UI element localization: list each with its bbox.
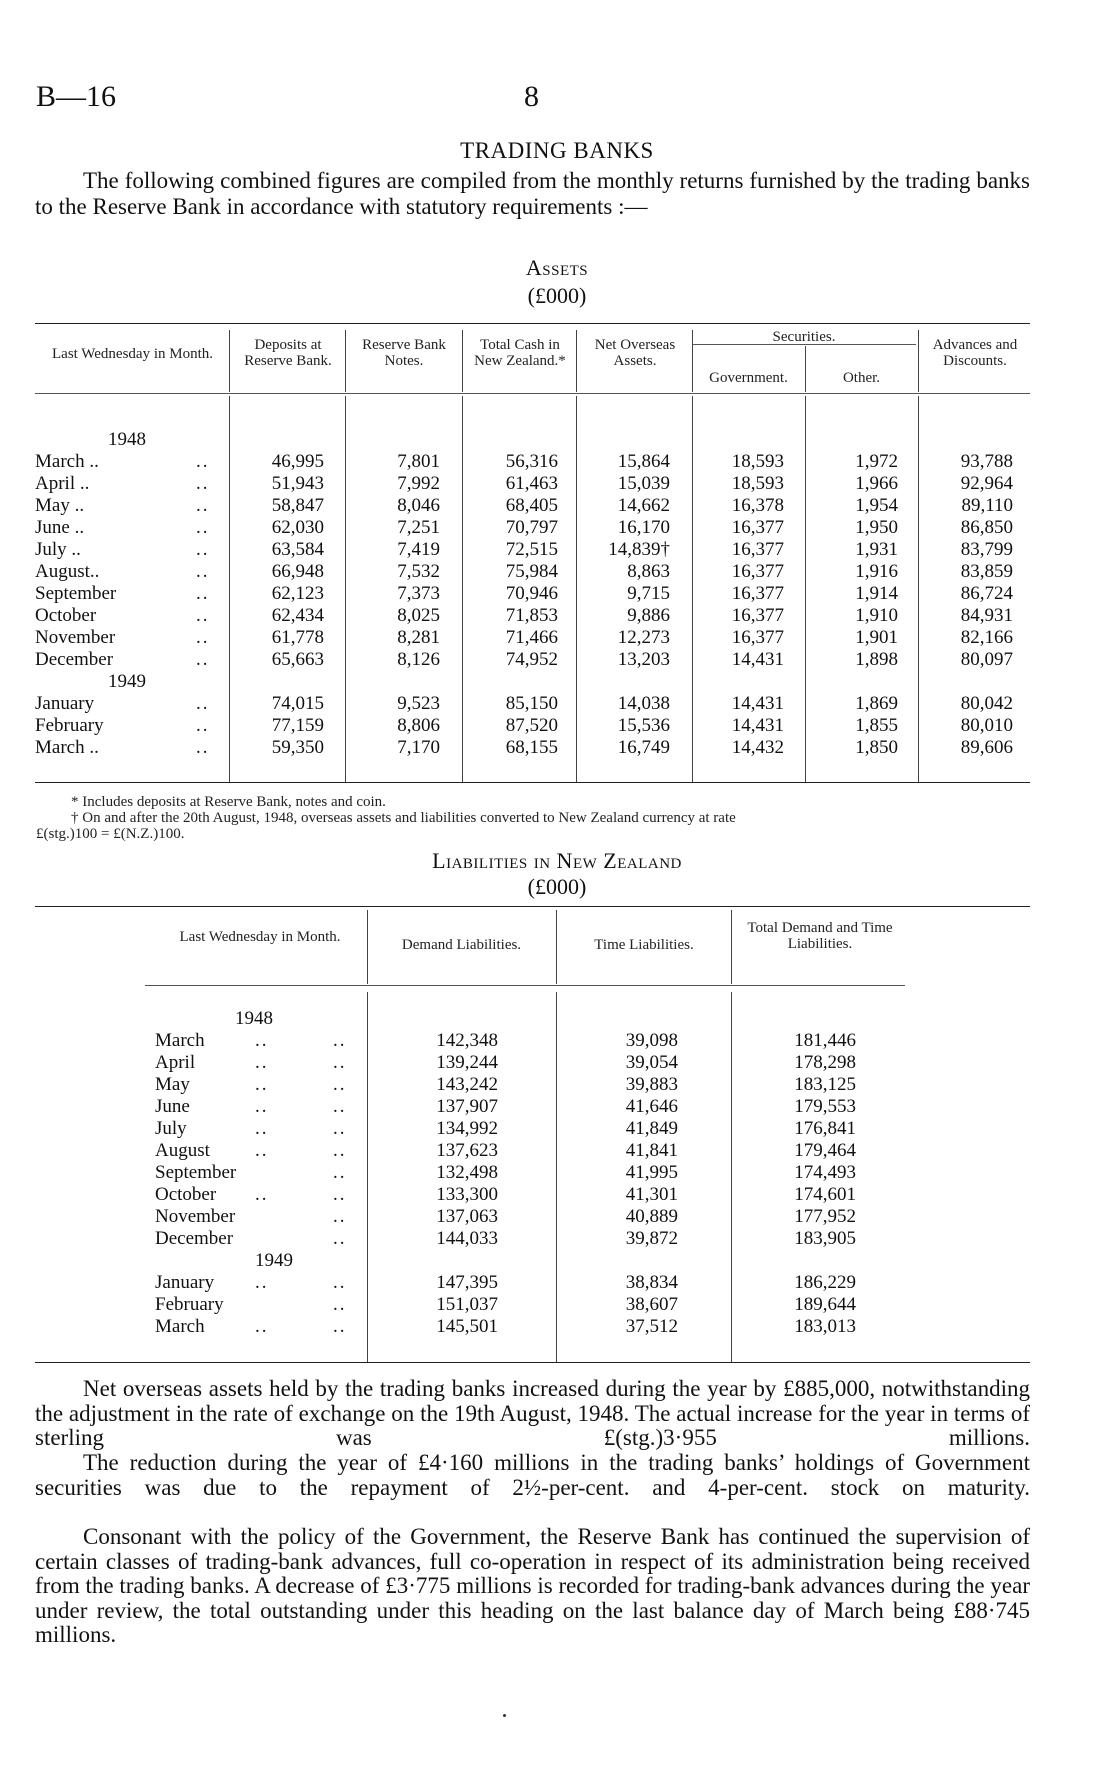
liabilities-unit: (£000): [527, 874, 587, 899]
leader-dots: ..: [333, 1272, 347, 1293]
cell-demand: 151,037: [436, 1294, 498, 1315]
cell-net-overseas: 16,749: [617, 737, 670, 758]
month-label: December: [35, 649, 114, 670]
header-month: Last Wednesday in Month.: [179, 929, 341, 945]
cell-total-cash: 72,515: [505, 539, 558, 560]
cell-time: 41,841: [625, 1140, 678, 1161]
cell-demand: 132,498: [436, 1162, 498, 1183]
cell-notes: 8,046: [397, 495, 440, 516]
cell-government: 18,593: [731, 451, 784, 472]
cell-notes: 7,170: [397, 737, 440, 758]
cell-total-cash: 61,463: [505, 473, 558, 494]
leader-dots: ..: [196, 715, 210, 736]
cell-deposits: 62,030: [271, 517, 324, 538]
cell-deposits: 66,948: [271, 561, 324, 582]
cell-advances: 89,606: [960, 737, 1013, 758]
cell-total-cash: 75,984: [505, 561, 558, 582]
cell-advances: 83,859: [960, 561, 1013, 582]
cell-demand: 137,623: [436, 1140, 498, 1161]
paragraph-text: The reduction during the year of £4·160 millions in the trading banks’ holdings of Government securities was due to the repayment of 2½-per-cent. and 4-per-cent. stock on maturity.: [35, 1450, 1030, 1500]
month-label: December: [155, 1228, 234, 1249]
cell-total-cash: 85,150: [505, 693, 558, 714]
leader-dots: ..: [333, 1074, 347, 1095]
document-title: TRADING BANKS: [460, 138, 654, 163]
cell-net-overseas: 14,839†: [608, 539, 670, 560]
cell-deposits: 59,350: [271, 737, 324, 758]
cell-advances: 86,724: [960, 583, 1013, 604]
month-label: March: [155, 1316, 205, 1337]
header-deposits: Deposits at Reserve Bank.: [244, 337, 332, 369]
table-row: [0, 451, 1114, 473]
cell-net-overseas: 15,536: [617, 715, 670, 736]
cell-advances: 82,166: [960, 627, 1013, 648]
cell-time: 40,889: [625, 1206, 678, 1227]
leader-dots: ..: [333, 1316, 347, 1337]
month-label: June ..: [35, 517, 85, 538]
table-row: [0, 1206, 1114, 1228]
month-label: June: [155, 1096, 190, 1117]
cell-other: 1,855: [855, 715, 898, 736]
cell-deposits: 77,159: [271, 715, 324, 736]
leader-dots: ..: [255, 1118, 269, 1139]
cell-total-cash: 70,946: [505, 583, 558, 604]
leader-dots: ..: [333, 1206, 347, 1227]
cell-deposits: 62,123: [271, 583, 324, 604]
leader-dots: ..: [333, 1228, 347, 1249]
intro-paragraph: [35, 168, 1030, 220]
cell-total-cash: 68,155: [505, 737, 558, 758]
month-label: August..: [35, 561, 100, 582]
leader-dots: ..: [255, 1052, 269, 1073]
cell-total-cash: 56,316: [505, 451, 558, 472]
cell-government: 14,432: [731, 737, 784, 758]
header-total-cash: Total Cash in New Zealand.*: [474, 337, 566, 369]
cell-notes: 8,806: [397, 715, 440, 736]
table-row: [0, 1052, 1114, 1074]
leader-dots: ..: [255, 1272, 269, 1293]
leader-dots: ..: [255, 1074, 269, 1095]
liabilities-top-rule: [35, 906, 1030, 907]
cell-demand: 145,501: [436, 1316, 498, 1337]
cell-demand: 133,300: [436, 1184, 498, 1205]
cell-net-overseas: 14,662: [617, 495, 670, 516]
cell-demand: 137,907: [436, 1096, 498, 1117]
table-row: [0, 627, 1114, 649]
cell-total: 178,298: [794, 1052, 856, 1073]
leader-dots: ..: [196, 517, 210, 538]
cell-deposits: 63,584: [271, 539, 324, 560]
assets-header-rule: [35, 393, 1030, 394]
year-label: 1949: [108, 671, 146, 692]
cell-advances: 80,097: [960, 649, 1013, 670]
cell-net-overseas: 13,203: [617, 649, 670, 670]
header-other: Other.: [842, 370, 881, 386]
cell-demand: 143,242: [436, 1074, 498, 1095]
header-month: Last Wednesday in Month.: [52, 346, 213, 362]
table-row: [0, 1272, 1114, 1294]
leader-dots: ..: [196, 649, 210, 670]
cell-demand: 144,033: [436, 1228, 498, 1249]
cell-other: 1,966: [855, 473, 898, 494]
cell-time: 39,872: [625, 1228, 678, 1249]
cell-advances: 80,010: [960, 715, 1013, 736]
cell-notes: 8,281: [397, 627, 440, 648]
footnote-dagger: † On and after the 20th August, 1948, overseas assets and liabilities converted to New Zealand currency at rate: [71, 810, 736, 826]
cell-deposits: 58,847: [271, 495, 324, 516]
month-label: September: [155, 1162, 237, 1183]
cell-total: 181,446: [794, 1030, 856, 1051]
table-row: [0, 1118, 1114, 1140]
col-divider: [229, 330, 230, 392]
cell-notes: 7,251: [397, 517, 440, 538]
cell-time: 41,849: [625, 1118, 678, 1139]
paragraph-advances: [35, 1525, 1030, 1648]
table-row: [0, 495, 1114, 517]
cell-total-cash: 68,405: [505, 495, 558, 516]
cell-other: 1,972: [855, 451, 898, 472]
leader-dots: ..: [333, 1294, 347, 1315]
cell-notes: 9,523: [397, 693, 440, 714]
cell-notes: 8,126: [397, 649, 440, 670]
col-divider: [556, 910, 557, 984]
cell-other: 1,898: [855, 649, 898, 670]
header-advances: Advances and Discounts.: [932, 337, 1018, 369]
month-label: February: [155, 1294, 224, 1315]
cell-total: 186,229: [794, 1272, 856, 1293]
cell-government: 16,377: [731, 583, 784, 604]
cell-other: 1,914: [855, 583, 898, 604]
table-row: [0, 1030, 1114, 1052]
month-label: July: [155, 1118, 187, 1139]
leader-dots: ..: [196, 473, 210, 494]
header-net-overseas: Net Overseas Assets.: [594, 337, 676, 369]
month-label: April ..: [35, 473, 90, 494]
header-notes: Reserve Bank Notes.: [362, 337, 446, 369]
leader-dots: ..: [196, 539, 210, 560]
month-label: May ..: [35, 495, 85, 516]
year-label: 1948: [235, 1008, 273, 1029]
header-time: Time Liabilities.: [594, 937, 694, 953]
cell-demand: 134,992: [436, 1118, 498, 1139]
cell-advances: 83,799: [960, 539, 1013, 560]
year-label: 1949: [255, 1250, 293, 1271]
cell-advances: 84,931: [960, 605, 1013, 626]
month-label: March: [155, 1030, 205, 1051]
cell-notes: 7,992: [397, 473, 440, 494]
table-row: [0, 583, 1114, 605]
cell-deposits: 51,943: [271, 473, 324, 494]
cell-government: 16,377: [731, 539, 784, 560]
assets-title: Assets: [525, 255, 589, 280]
cell-other: 1,931: [855, 539, 898, 560]
cell-government: 16,377: [731, 605, 784, 626]
cell-other: 1,916: [855, 561, 898, 582]
table-row: [0, 1074, 1114, 1096]
month-label: August: [155, 1140, 210, 1161]
cell-other: 1,850: [855, 737, 898, 758]
leader-dots: ..: [196, 495, 210, 516]
leader-dots: ..: [196, 451, 210, 472]
table-row: [0, 1316, 1114, 1338]
table-row: [0, 737, 1114, 759]
intro-text: The following combined figures are compiled from the monthly returns furnished by the trading banks to the Reserve Bank in accordance with statutory requirements :—: [35, 168, 1030, 219]
cell-government: 14,431: [731, 715, 784, 736]
cell-net-overseas: 9,886: [627, 605, 670, 626]
cell-government: 14,431: [731, 693, 784, 714]
cell-notes: 7,373: [397, 583, 440, 604]
cell-total: 183,125: [794, 1074, 856, 1095]
assets-top-rule: [35, 323, 1030, 324]
table-row: [0, 693, 1114, 715]
cell-other: 1,910: [855, 605, 898, 626]
month-label: October: [155, 1184, 217, 1205]
cell-other: 1,901: [855, 627, 898, 648]
leader-dots: ..: [333, 1052, 347, 1073]
year-label: 1948: [108, 429, 146, 450]
cell-time: 39,054: [625, 1052, 678, 1073]
month-label: April: [155, 1052, 196, 1073]
leader-dots: ..: [333, 1162, 347, 1183]
table-row: [0, 605, 1114, 627]
leader-dots: ..: [333, 1184, 347, 1205]
cell-deposits: 62,434: [271, 605, 324, 626]
cell-time: 41,301: [625, 1184, 678, 1205]
cell-government: 16,377: [731, 517, 784, 538]
header-securities: Securities.: [772, 329, 836, 345]
leader-dots: ..: [255, 1316, 269, 1337]
cell-government: 14,431: [731, 649, 784, 670]
page-number: 8: [524, 80, 539, 113]
cell-deposits: 74,015: [271, 693, 324, 714]
cell-other: 1,869: [855, 693, 898, 714]
month-label: January: [35, 693, 95, 714]
col-divider: [918, 330, 919, 392]
header-demand: Demand Liabilities.: [401, 937, 522, 953]
paragraph-securities: [35, 1451, 1030, 1500]
paragraph-text: Net overseas assets held by the trading banks increased during the year by £885,000, notwithstanding the adjustment in the rate of exchange on the 19th August, 1948. The actual increase for the year in terms of sterling was £(stg.)3·955 millions.: [35, 1376, 1030, 1451]
liabilities-header-rule: [145, 985, 905, 986]
table-row: [0, 561, 1114, 583]
cell-total: 176,841: [794, 1118, 856, 1139]
cell-notes: 7,532: [397, 561, 440, 582]
leader-dots: ..: [196, 737, 210, 758]
cell-total: 174,493: [794, 1162, 856, 1183]
cell-demand: 137,063: [436, 1206, 498, 1227]
cell-advances: 86,850: [960, 517, 1013, 538]
liabilities-bottom-rule: [35, 1362, 1030, 1363]
leader-dots: ..: [196, 693, 210, 714]
cell-time: 41,646: [625, 1096, 678, 1117]
liabilities-title: Liabilities in New Zealand: [432, 848, 682, 873]
cell-deposits: 61,778: [271, 627, 324, 648]
cell-advances: 93,788: [960, 451, 1013, 472]
table-row: [0, 539, 1114, 561]
stray-mark: [503, 1714, 506, 1717]
leader-dots: ..: [255, 1184, 269, 1205]
cell-total-cash: 74,952: [505, 649, 558, 670]
cell-government: 16,377: [731, 561, 784, 582]
table-row: [0, 1184, 1114, 1206]
table-row: [0, 517, 1114, 539]
cell-total: 174,601: [794, 1184, 856, 1205]
cell-net-overseas: 9,715: [627, 583, 670, 604]
table-row: [0, 1294, 1114, 1316]
cell-deposits: 46,995: [271, 451, 324, 472]
month-label: March ..: [35, 451, 99, 472]
cell-demand: 147,395: [436, 1272, 498, 1293]
cell-total: 179,464: [794, 1140, 856, 1161]
leader-dots: ..: [255, 1030, 269, 1051]
cell-advances: 89,110: [961, 495, 1013, 516]
table-row: [0, 1162, 1114, 1184]
footnote-asterisk: * Includes deposits at Reserve Bank, notes and coin.: [71, 794, 386, 810]
col-divider: [462, 330, 463, 392]
cell-net-overseas: 14,038: [617, 693, 670, 714]
cell-time: 41,995: [625, 1162, 678, 1183]
table-row: [0, 1096, 1114, 1118]
leader-dots: ..: [196, 605, 210, 626]
cell-net-overseas: 15,864: [617, 451, 670, 472]
cell-other: 1,950: [855, 517, 898, 538]
cell-time: 38,607: [625, 1294, 678, 1315]
col-divider: [731, 910, 732, 984]
cell-notes: 7,419: [397, 539, 440, 560]
cell-deposits: 65,663: [271, 649, 324, 670]
cell-total: 183,013: [794, 1316, 856, 1337]
cell-notes: 7,801: [397, 451, 440, 472]
cell-total: 183,905: [794, 1228, 856, 1249]
cell-net-overseas: 8,863: [627, 561, 670, 582]
table-row: [0, 473, 1114, 495]
cell-time: 38,834: [625, 1272, 678, 1293]
cell-net-overseas: 16,170: [617, 517, 670, 538]
cell-advances: 80,042: [960, 693, 1013, 714]
cell-total: 189,644: [794, 1294, 856, 1315]
cell-time: 39,883: [625, 1074, 678, 1095]
cell-government: 16,377: [731, 627, 784, 648]
leader-dots: ..: [196, 583, 210, 604]
cell-demand: 139,244: [436, 1052, 498, 1073]
cell-total: 179,553: [794, 1096, 856, 1117]
month-label: March ..: [35, 737, 99, 758]
cell-net-overseas: 15,039: [617, 473, 670, 494]
cell-notes: 8,025: [397, 605, 440, 626]
footnote-dagger-cont: £(stg.)100 = £(N.Z.)100.: [36, 826, 185, 842]
month-label: February: [35, 715, 104, 736]
cell-total: 177,952: [794, 1206, 856, 1227]
cell-other: 1,954: [855, 495, 898, 516]
cell-total-cash: 71,466: [505, 627, 558, 648]
paragraph-text: Consonant with the policy of the Government, the Reserve Bank has continued the supervision of certain classes of trading-bank advances, full co-operation in respect of its administration being received from the trading banks. A decrease of £3·775 millions is recorded for trading-bank advances during the year under review, the total outstanding under this heading on the last balance day of March being £88·745 millions.: [35, 1524, 1030, 1648]
header-government: Government.: [709, 370, 788, 386]
cell-demand: 142,348: [436, 1030, 498, 1051]
assets-unit: (£000): [527, 283, 587, 308]
col-divider: [345, 330, 346, 392]
month-label: November: [35, 627, 116, 648]
assets-bottom-rule: [35, 782, 1030, 783]
col-divider: [576, 330, 577, 392]
cell-total-cash: 87,520: [505, 715, 558, 736]
cell-government: 18,593: [731, 473, 784, 494]
col-divider: [367, 910, 368, 984]
month-label: September: [35, 583, 117, 604]
leader-dots: ..: [333, 1118, 347, 1139]
paragraph-overseas-assets: [35, 1377, 1030, 1451]
leader-dots: ..: [255, 1096, 269, 1117]
leader-dots: ..: [333, 1140, 347, 1161]
leader-dots: ..: [333, 1030, 347, 1051]
table-row: [0, 1228, 1114, 1250]
cell-time: 39,098: [625, 1030, 678, 1051]
leader-dots: ..: [255, 1140, 269, 1161]
cell-net-overseas: 12,273: [617, 627, 670, 648]
leader-dots: ..: [196, 627, 210, 648]
table-row: [0, 715, 1114, 737]
month-label: January: [155, 1272, 215, 1293]
header-total: Total Demand and Time Liabilities.: [747, 920, 893, 952]
cell-total-cash: 70,797: [505, 517, 558, 538]
month-label: May: [155, 1074, 190, 1095]
cell-time: 37,512: [625, 1316, 678, 1337]
cell-government: 16,378: [731, 495, 784, 516]
month-label: November: [155, 1206, 236, 1227]
month-label: July ..: [35, 539, 81, 560]
table-row: [0, 1140, 1114, 1162]
page-reference: B—16: [36, 80, 117, 113]
cell-advances: 92,964: [960, 473, 1013, 494]
table-row: [0, 649, 1114, 671]
leader-dots: ..: [333, 1096, 347, 1117]
leader-dots: ..: [196, 561, 210, 582]
month-label: October: [35, 605, 97, 626]
cell-total-cash: 71,853: [505, 605, 558, 626]
